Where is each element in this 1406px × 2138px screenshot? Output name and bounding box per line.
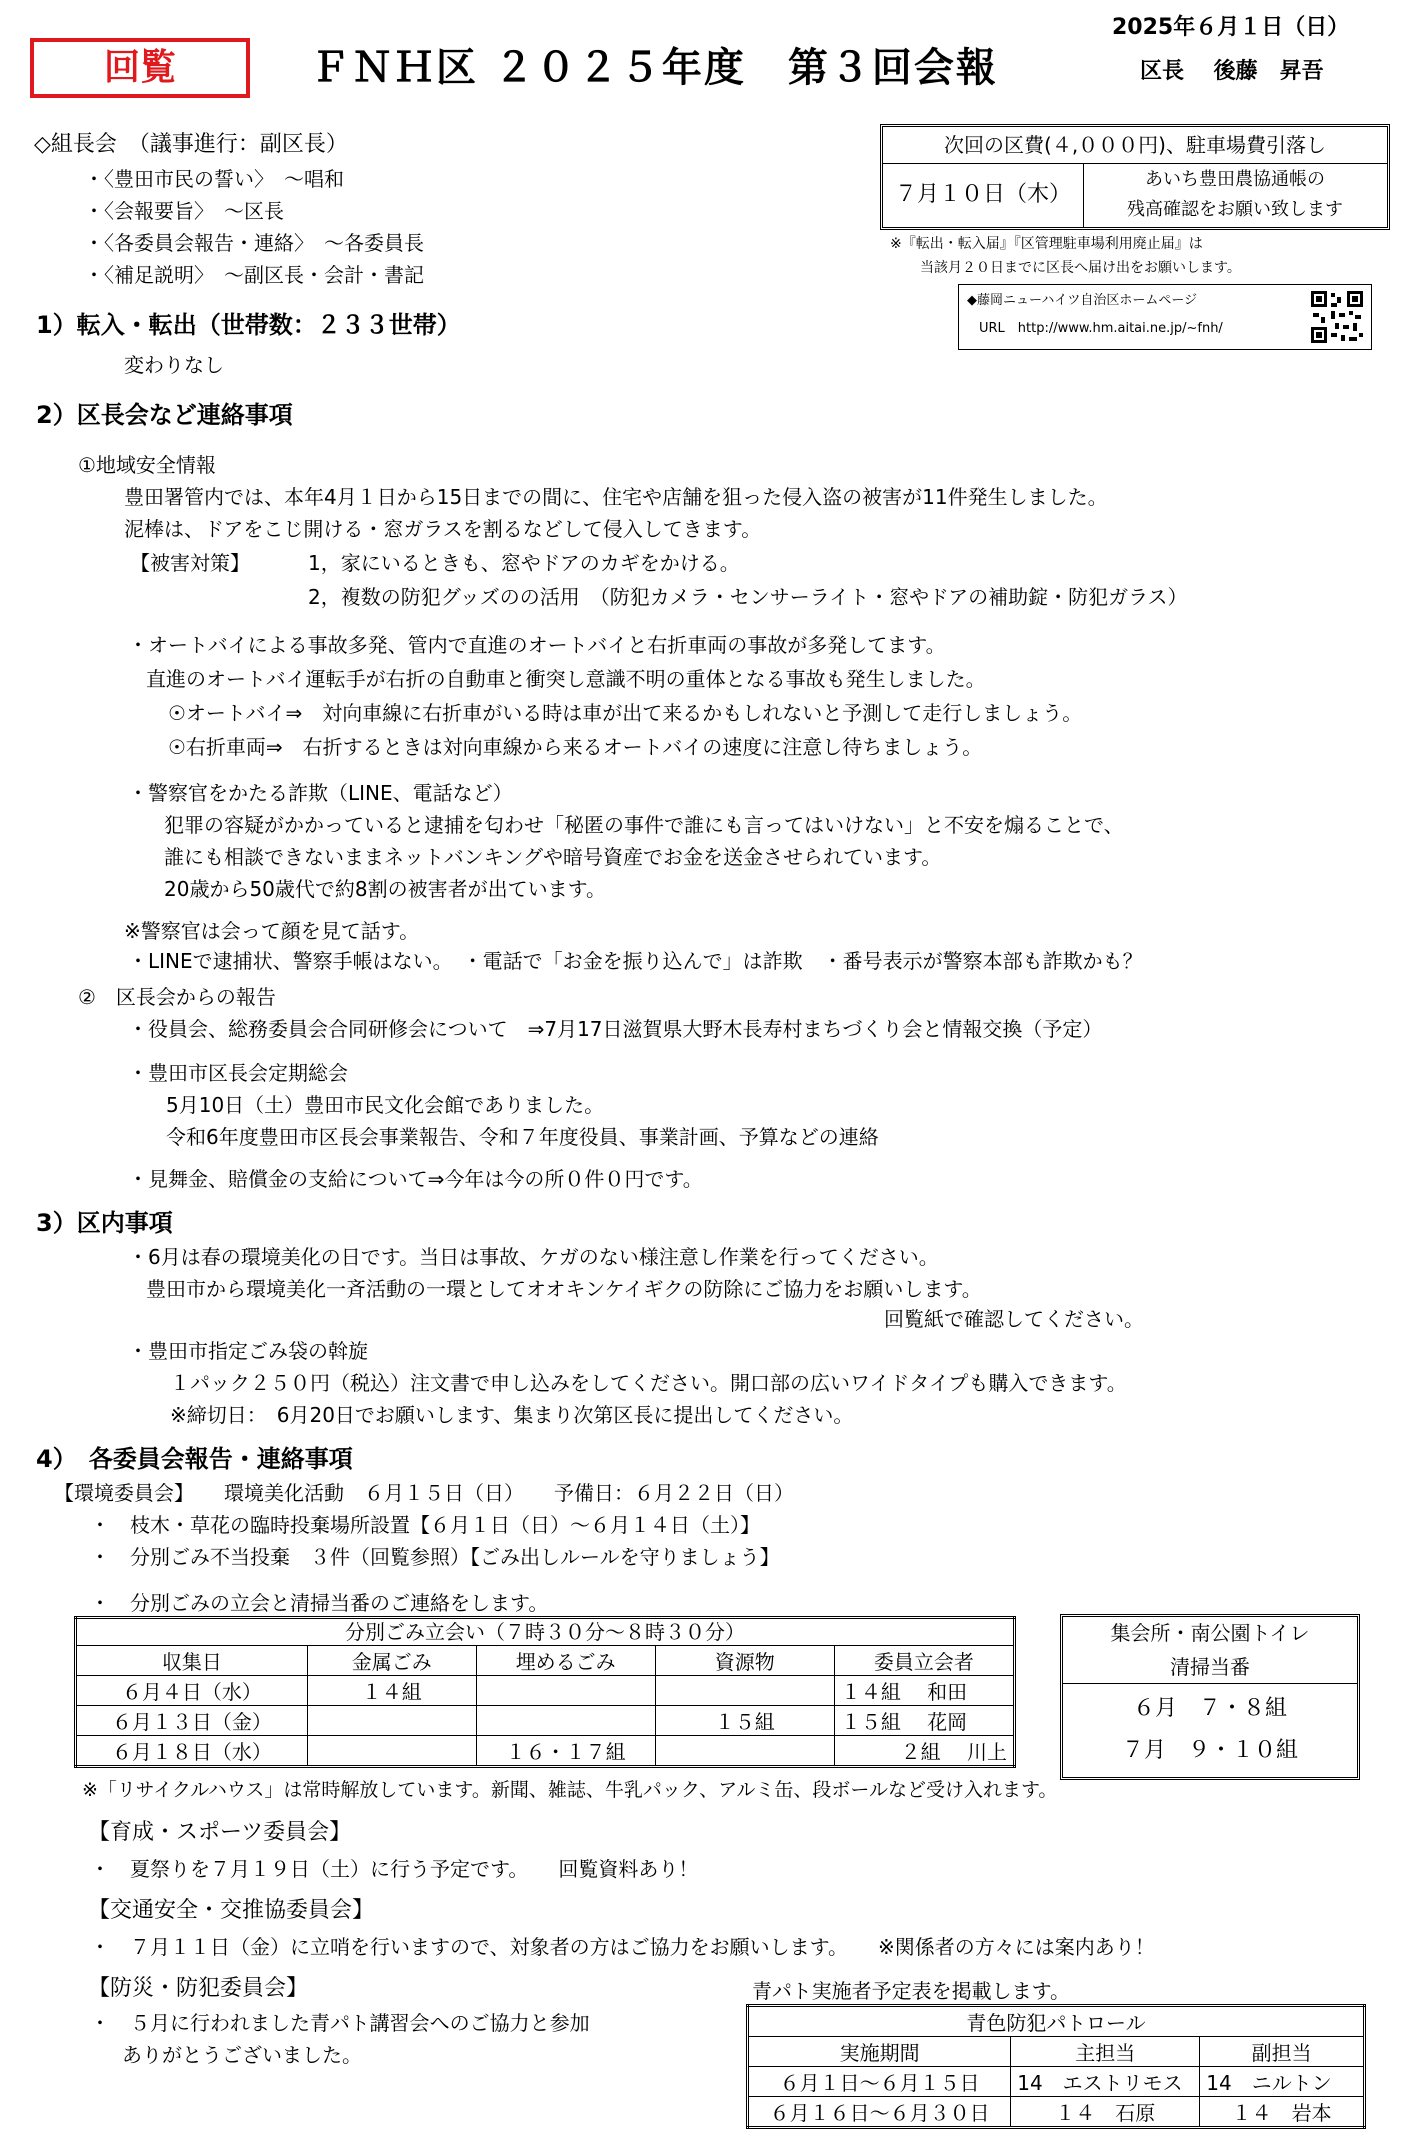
subsection-chief-report: ② 区長会からの報告 (78, 985, 276, 1009)
table-row (76, 1676, 1015, 1706)
issue-date: 2025年６月１日（日） (1112, 15, 1350, 40)
toilet-box-title-1: 集会所・南公園トイレ (1110, 1621, 1310, 1645)
table-cell: ６月１３日（金） (76, 1706, 308, 1736)
body-line: 2，複数の防犯グッズのの活用 （防犯カメラ・センサーライト・窓やドアの補助錠・防犯ガラス） (308, 585, 1188, 609)
section-4-heading: 4） 各委員会報告・連絡事項 (36, 1445, 353, 1473)
body-line: ・6月は春の環境美化の日です。当日は事故、ケガのない様注意し作業を行ってください。 (128, 1245, 939, 1269)
safety-committee-heading: 【防災・防犯委員会】 (88, 1976, 309, 2001)
table-cell: ６月４日（水） (76, 1676, 308, 1706)
table-header: 金属ごみ (307, 1646, 476, 1676)
body-line: ・ 分別ごみ不当投棄 ３件（回覧参照）【ごみ出しルールを守りましょう】 (90, 1545, 780, 1569)
body-line: ・ ７月１１日（金）に立哨を行いますので、対象者の方はご協力をお願いします。 ※関係者の方々には案内あり！ (90, 1935, 1155, 1959)
body-line: 令和6年度豊田市区長会事業報告、令和７年度役員、事業計画、予算などの連絡 (166, 1125, 879, 1149)
table-row (76, 1706, 1015, 1736)
table-cell: ６月１８日（水） (76, 1736, 308, 1767)
table-cell: ６月１６日～６月３０日 (748, 2097, 1011, 2128)
toilet-box-row-1: ６月 ７・８組 (1132, 1696, 1287, 1721)
body-line: 豊田市から環境美化一斉活動の一環としてオオキンケイギクの防除にご協力をお願いします。 (146, 1277, 982, 1301)
section-2-heading: 2）区長会など連絡事項 (36, 401, 293, 429)
body-line: ☉オートバイ⇒ 対向車線に右折車がいる時は車が出て来るかもしれないと予測して走行しましょう。 (168, 701, 1083, 725)
body-line: 5月10日（土）豊田市民文化会館でありました。 (166, 1093, 605, 1117)
body-line: ・ 分別ごみの立会と清掃当番のご連絡をします。 (90, 1591, 549, 1615)
body-line: 誰にも相談できないままネットバンキングや暗号資産でお金を送金させられています。 (164, 845, 942, 869)
table-row (76, 1736, 1015, 1767)
table-cell: １４ 岩本 (1200, 2097, 1365, 2128)
fee-box-note-2: 残高確認をお願い致します (1127, 199, 1343, 220)
body-line: １パック２５０円（税込）注文書で申し込みをしてください。開口部の広いワイドタイプも購入できます。 (170, 1371, 1127, 1395)
body-line: 20歳から50歳代で約8割の被害者が出ています。 (164, 877, 607, 901)
table-cell: １４組 (307, 1676, 476, 1706)
body-line: ※警察官は会って顔を見て話す。 (124, 919, 420, 943)
garbage-schedule-table (74, 1616, 1016, 1768)
toilet-box-row-2: ７月 ９・１０組 (1121, 1738, 1298, 1763)
body-line: ・警察官をかたる詐欺（LINE、電話など） (128, 781, 513, 805)
table-cell (655, 1676, 834, 1706)
table-cell (476, 1676, 655, 1706)
notice-line-1: ※『転出・転入届』『区管理駐車場利用廃止届』は (890, 236, 1203, 252)
countermeasure-label: 【被害対策】 (130, 551, 250, 575)
table-cell: ２組 川上 (834, 1736, 1014, 1767)
homepage-box (958, 284, 1372, 350)
table-cell (655, 1736, 834, 1767)
agenda-heading: ◇組長会 （議事進行：副区長） (34, 132, 348, 157)
table-cell (476, 1706, 655, 1736)
body-line: ありがとうございました。 (122, 2043, 362, 2067)
fee-box (880, 124, 1390, 230)
body-line: ・ ５月に行われました青パト講習会へのご協力と参加 (90, 2011, 590, 2035)
fee-box-heading: 次回の区費(４,０００円)、駐車場費引落し (883, 127, 1387, 164)
table-cell: １４ 石原 (1011, 2097, 1200, 2128)
table-cell: １５組 花岡 (834, 1706, 1014, 1736)
patrol-schedule-table (746, 2004, 1366, 2129)
section-1-heading: 1）転入・転出（世帯数：２３３世帯） (36, 311, 461, 339)
circulation-stamp: 回覧 (30, 38, 250, 98)
body-line: ・豊田市区長会定期総会 (128, 1061, 348, 1085)
table-cell (307, 1706, 476, 1736)
table-header: 資源物 (655, 1646, 834, 1676)
body-line: ・オートバイによる事故多発、管内で直進のオートバイと右折車両の事故が多発してます。 (128, 633, 946, 657)
table-cell: １５組 (655, 1706, 834, 1736)
fee-box-date: ７月１０日（木） (883, 163, 1084, 227)
agenda-item: ・〈豊田市民の誓い〉 ～唱和 (84, 167, 344, 191)
body-line: 豊田署管内では、本年4月１日から15日までの間に、住宅や店舗を狙った侵入盗の被害が11件発生しました。 (124, 485, 1108, 509)
body-line: ・LINEで逮捕状、警察手帳はない。 ・電話で「お金を振り込んで」は詐欺 ・番号表示が警察本部も詐欺かも？ (128, 949, 1143, 973)
body-line: 犯罪の容疑がかかっていると逮捕を匂わせ「秘匿の事件で誰にも言ってはいけない」と不安を煽ることで、 (164, 813, 1124, 837)
table-cell (307, 1736, 476, 1767)
traffic-committee-heading: 【交通安全・交推協委員会】 (88, 1898, 375, 1923)
body-line: 1，家にいるときも、窓やドアのカギをかける。 (308, 551, 740, 575)
agenda-item: ・〈各委員会報告・連絡〉 ～各委員長 (84, 231, 424, 255)
table-header: 収集日 (76, 1646, 308, 1676)
section-3-heading: 3）区内事項 (36, 1209, 173, 1237)
section-1-body: 変わりなし (124, 353, 224, 377)
agenda-item: ・〈会報要旨〉 ～区長 (84, 199, 284, 223)
agenda-item: ・〈補足説明〉 ～副区長・会計・書記 (84, 263, 424, 287)
table-header: 主担当 (1011, 2037, 1200, 2067)
body-line: ☉右折車両⇒ 右折するときは対向車線から来るオートバイの速度に注意し待ちましょう。 (168, 735, 983, 759)
garbage-table-title: 分別ごみ立会い（７時３０分～８時３０分） (76, 1618, 1015, 1646)
table-cell: １４組 和田 (834, 1676, 1014, 1706)
table-row (748, 2097, 1365, 2128)
patrol-intro: 青パト実施者予定表を掲載します。 (752, 1979, 1070, 2003)
fee-box-note-1: あいち豊田農協通帳の (1145, 169, 1325, 190)
body-line: ・役員会、総務委員会合同研修会について ⇒7月17日滋賀県大野木長寿村まちづくり会と情報交換（予定） (128, 1017, 1103, 1041)
body-line: ※締切日： 6月20日でお願いします、集まり次第区長に提出してください。 (170, 1403, 854, 1427)
subsection-safety-info: ①地域安全情報 (78, 453, 216, 477)
table-header: 実施期間 (748, 2037, 1011, 2067)
env-committee-line: 【環境委員会】 環境美化活動 ６月１５日（日） 予備日：６月２２日（日） (54, 1481, 794, 1505)
homepage-url-link[interactable]: URL http://www.hm.aitai.ne.jp/~fnh/ (979, 321, 1223, 336)
table-cell: 14 エストリモス (1011, 2067, 1200, 2097)
body-line: ・見舞金、賠償金の支給について⇒今年は今の所０件０円です。 (128, 1167, 703, 1191)
patrol-table-title: 青色防犯パトロール (748, 2006, 1365, 2037)
toilet-box-title-2: 清掃当番 (1063, 1651, 1357, 1684)
table-header: 副担当 (1200, 2037, 1365, 2067)
page-title: ＦＮＨ区 ２０２５年度 第３回会報 (310, 45, 998, 91)
recycle-note: ※「リサイクルハウス」は常時解放しています。新聞、雑誌、牛乳パック、アルミ缶、段ボールなど受け入れます。 (82, 1779, 1058, 1801)
notice-line-2: 当該月２０日までに区長へ届け出をお願いします。 (920, 260, 1241, 276)
toilet-cleaning-box (1060, 1614, 1360, 1780)
table-header: 委員立会者 (834, 1646, 1014, 1676)
body-line: 直進のオートバイ運転手が右折の自動車と衝突し意識不明の重体となる事故も発生しました。 (146, 667, 986, 691)
body-line: ・豊田市指定ごみ袋の斡旋 (128, 1339, 368, 1363)
body-line: 泥棒は、ドアをこじ開ける・窓ガラスを割るなどして侵入してきます。 (124, 517, 762, 541)
body-line: ・ 夏祭りを７月１９日（土）に行う予定です。 回覧資料あり！ (90, 1857, 699, 1881)
table-cell: ６月１日～６月１５日 (748, 2067, 1011, 2097)
qr-code-icon (1309, 289, 1365, 345)
table-cell: 14 ニルトン (1200, 2067, 1365, 2097)
table-cell: １６・１７組 (476, 1736, 655, 1767)
homepage-title: ◆藤岡ニューハイツ自治区ホームページ (967, 293, 1198, 308)
body-line: 回覧紙で確認してください。 (884, 1307, 1144, 1331)
body-line: ・ 枝木・草花の臨時投棄場所設置【６月１日（日）～６月１４日（土）】 (90, 1513, 760, 1537)
issue-author: 区長 後藤 昇吾 (1140, 59, 1324, 84)
table-row (748, 2067, 1365, 2097)
table-header: 埋めるごみ (476, 1646, 655, 1676)
youth-committee-heading: 【育成・スポーツ委員会】 (88, 1820, 352, 1845)
